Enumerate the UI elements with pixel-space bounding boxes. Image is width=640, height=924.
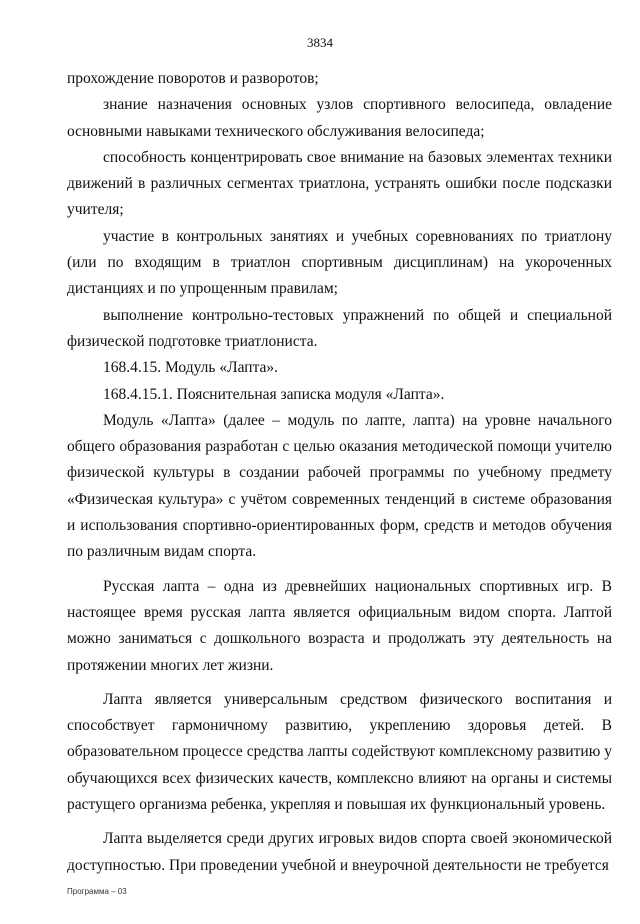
paragraph-russian-lapta: Русская лапта – одна из древнейших национальных спортивных игр. В настоящее время русская лапта является официальным видом спорта. Лаптой можно заниматься с дошкольного возраста и продолжать эту деятельность на протяжении многих лет жизни.: [67, 577, 612, 674]
paragraph-competitions: участие в контрольных занятиях и учебных соревнованиях по триатлону (или по входящим в триатлон спортивным дисциплинам) на укороченных дистанциях и по упрощенным правилам;: [67, 227, 612, 298]
subsection-heading-explanatory-note: 168.4.15.1. Пояснительная записка модуля «Лапта».: [103, 385, 445, 403]
paragraph-concentration: способность концентрировать свое внимание на базовых элементах техники движений в различных сегментах триатлона, устранять ошибки после подсказки учителя;: [67, 148, 612, 219]
document-body: [67, 66, 612, 879]
section-heading-lapta: 168.4.15. Модуль «Лапта».: [103, 359, 279, 377]
footer-label: Программа – 03: [67, 887, 127, 896]
paragraph-lapta-economy: Лапта выделяется среди других игровых видов спорта своей экономической доступностью. При проведении учебной и внеурочной деятельности не требуется: [67, 830, 612, 874]
paragraph-lapta-universal: Лапта является универсальным средством физического воспитания и способствует гармоничному развитию, укреплению здоровья детей. В образовательном процессе средства лапты содействуют комплексному развитию у обучающихся всех физических качеств, комплексно влияют на органы и системы растущего организма ребенка, укрепляя и повышая их функциональный уровень.: [67, 690, 612, 814]
paragraph-bicycle-knowledge: знание назначения основных узлов спортивного велосипеда, овладение основными навыками технического обслуживания велосипеда;: [67, 96, 612, 140]
page-number: 3834: [307, 35, 333, 50]
paragraph-module-intro: Модуль «Лапта» (далее – модуль по лапте, лапта) на уровне начального общего образования разработан с целью оказания методической помощи учителю физической культуры в создании рабочей программы по учебному предмету «Физическая культура» с учётом современных тенденций в системе образования и использования спортивно-ориентированных форм, средств и методов обучения по различным видам спорта.: [67, 411, 612, 561]
paragraph-turns-continuation: прохождение поворотов и разворотов;: [67, 70, 319, 87]
paragraph-control-tests: выполнение контрольно-тестовых упражнений по общей и специальной физической подготовке триатлониста.: [67, 306, 612, 350]
